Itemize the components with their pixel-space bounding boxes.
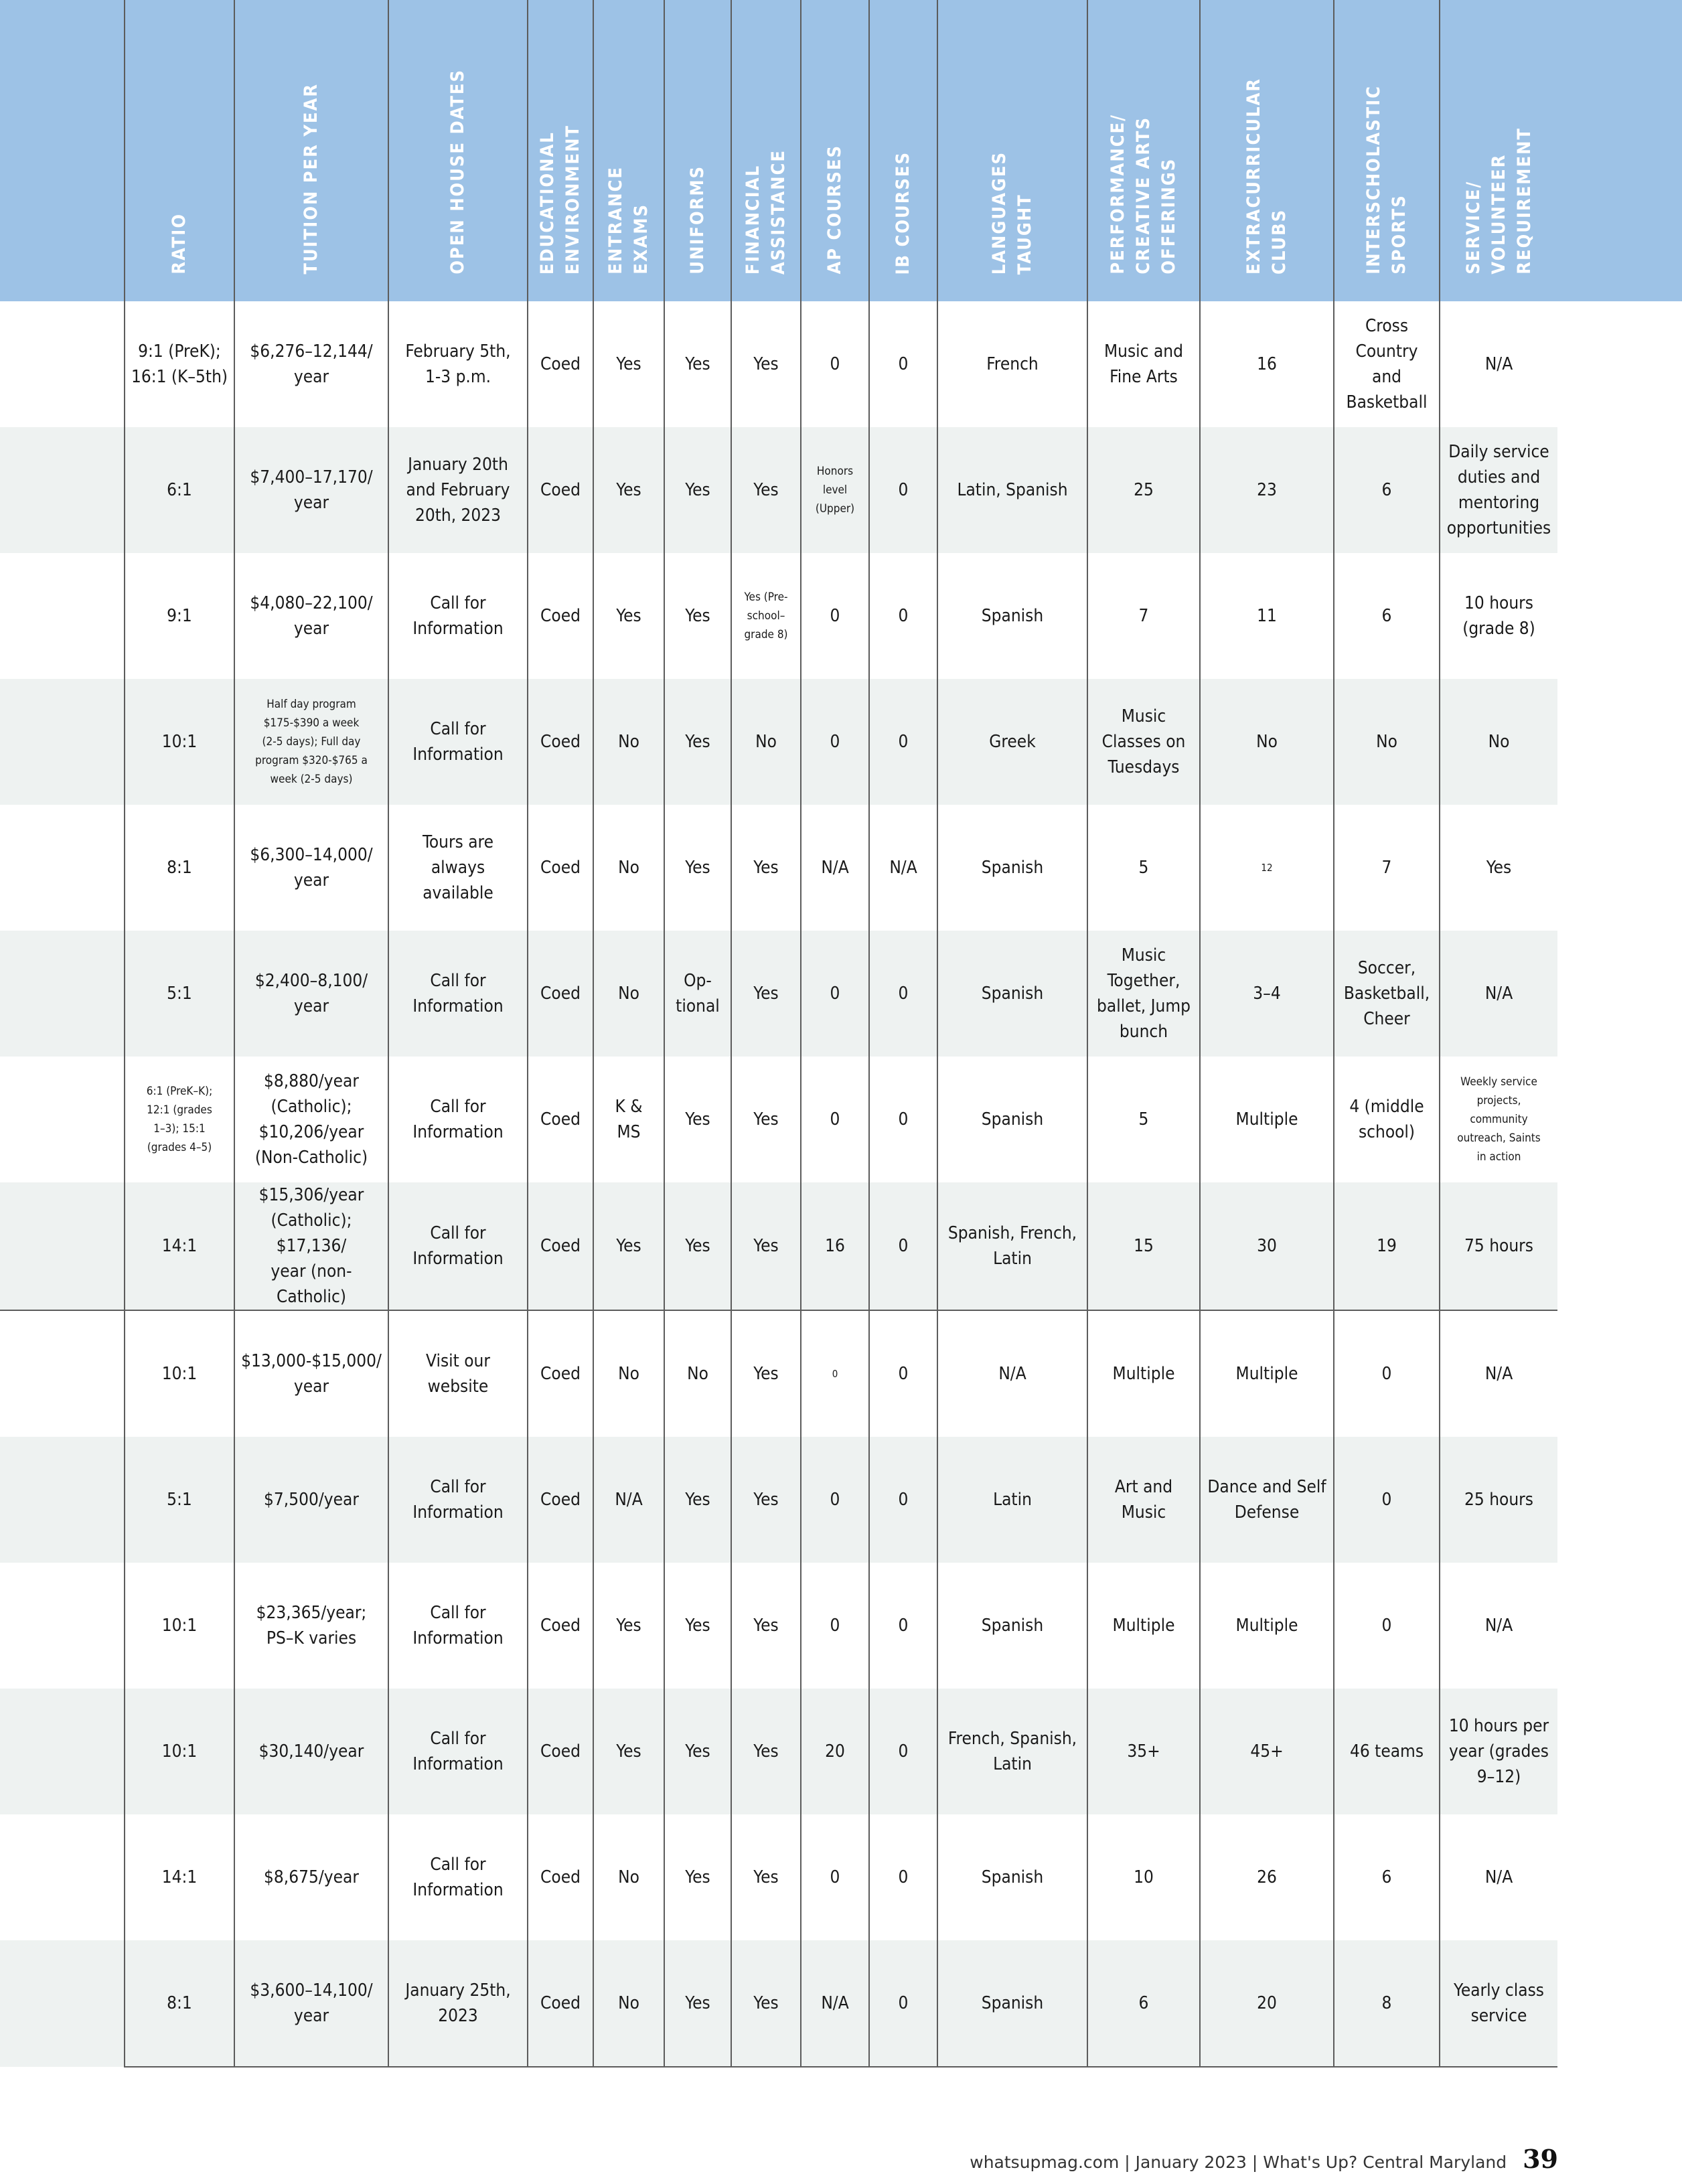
table-cell: Yes [731,1437,801,1563]
table-cell: 14:1 [125,1814,234,1940]
table-cell: Yes [664,1437,731,1563]
table-cell: 45+ [1200,1689,1334,1814]
table-cell: 10:1 [125,1563,234,1689]
school-name-cell [0,1057,125,1182]
table-cell: $7,400–17,170/ year [234,427,388,553]
table-cell: 19 [1334,1182,1440,1310]
table-cell: N/A [869,805,937,931]
table-cell: Yes [664,1182,731,1310]
column-header [1334,0,1440,301]
table-cell: Music Classes on Tuesdays [1087,679,1200,805]
table-cell: No [593,1814,664,1940]
table-cell: Yes [593,1563,664,1689]
column-header [234,0,388,301]
table-cell: Call for Information [388,1182,528,1310]
table-cell: Coed [528,1310,593,1437]
table-cell: 30 [1200,1182,1334,1310]
table-cell: Multiple [1200,1057,1334,1182]
table-row [0,1182,1557,1310]
table-cell: Yes [593,553,664,679]
table-cell: Yes [731,1563,801,1689]
school-name-cell [0,427,125,553]
table-cell: Multiple [1087,1563,1200,1689]
table-cell: 25 hours [1440,1437,1557,1563]
table-cell: Honors level (Upper) [801,427,869,553]
table-cell: Call for Information [388,931,528,1057]
table-row [0,1310,1557,1437]
table-cell: Soccer, Basketball, Cheer [1334,931,1440,1057]
table-cell: 0 [869,1437,937,1563]
table-cell: $3,600–14,100/ year [234,1940,388,2067]
table-cell: 4 (middle school) [1334,1057,1440,1182]
table-cell: 35+ [1087,1689,1200,1814]
table-cell: Coed [528,805,593,931]
table-cell: Cross Country and Basketball [1334,301,1440,427]
table-cell: $8,675/year [234,1814,388,1940]
table-cell: Spanish [937,1057,1087,1182]
table-cell: Yes [664,1940,731,2067]
table-row [0,1689,1557,1814]
column-header [388,0,528,301]
column-header-label: PERFORMANCE/ CREATIVE ARTS OFFERINGS [1107,114,1179,275]
table-cell: Yes [593,427,664,553]
table-cell: 16 [1200,301,1334,427]
column-header [1440,0,1557,301]
table-cell: No [664,1310,731,1437]
column-header-label: RATIO [169,213,189,275]
table-cell: Multiple [1200,1310,1334,1437]
table-cell: $7,500/year [234,1437,388,1563]
table-cell: Multiple [1087,1310,1200,1437]
column-header [125,0,234,301]
table-cell: 5 [1087,805,1200,931]
table-cell: 0 [1334,1437,1440,1563]
table-cell: 8 [1334,1940,1440,2067]
table-cell: Yes [664,553,731,679]
table-cell: Spanish [937,1563,1087,1689]
table-cell: 3–4 [1200,931,1334,1057]
table-cell: Call for Information [388,1057,528,1182]
school-name-cell [0,1689,125,1814]
table-cell: 5:1 [125,1437,234,1563]
table-cell: 6:1 (PreK–K); 12:1 (grades 1–3); 15:1 (grades 4–5) [125,1057,234,1182]
table-body [0,301,1557,2067]
table-cell: 0 [869,301,937,427]
table-cell: 0 [869,1182,937,1310]
table-cell: $2,400–8,100/ year [234,931,388,1057]
table-cell: 10:1 [125,1310,234,1437]
table-cell: Yes [731,1940,801,2067]
table-cell: No [1200,679,1334,805]
school-name-cell [0,553,125,679]
column-header-label: EDUCATIONAL ENVIRONMENT [537,124,583,275]
table-cell: Yes [593,301,664,427]
column-header-label: IB COURSES [893,151,913,275]
column-header [593,0,664,301]
table-cell: Spanish [937,1814,1087,1940]
table-cell: 8:1 [125,1940,234,2067]
school-name-cell [0,805,125,931]
table-cell: 20 [1200,1940,1334,2067]
table-cell: 0 [869,1689,937,1814]
table-cell: Weekly service projects, community outreach, Saints in action [1440,1057,1557,1182]
table-cell: Coed [528,1940,593,2067]
table-cell: Music Together, ballet, Jump bunch [1087,931,1200,1057]
column-header [869,0,937,301]
table-cell: Call for Information [388,1437,528,1563]
table-cell: 10:1 [125,679,234,805]
table-cell: 11 [1200,553,1334,679]
table-cell: 0 [869,1057,937,1182]
table-cell: 0 [801,1310,869,1437]
school-name-cell [0,1310,125,1437]
table-cell: Yes [664,301,731,427]
table-cell: Call for Information [388,679,528,805]
table-cell: 0 [801,553,869,679]
table-cell: 0 [801,1563,869,1689]
table-row [0,1940,1557,2067]
page-number: 39 [1523,2144,1558,2174]
table-cell: No [593,1310,664,1437]
column-header [1087,0,1200,301]
table-cell: Spanish [937,1940,1087,2067]
table-cell: 0 [869,1563,937,1689]
header-cell-school [0,0,125,301]
table-cell: Yes [593,1182,664,1310]
table-cell: Yes [664,1689,731,1814]
school-name-cell [0,1563,125,1689]
table-cell: Yes [664,1563,731,1689]
table-cell: Visit our website [388,1310,528,1437]
table-cell: Yes [731,1689,801,1814]
table-cell: Latin [937,1437,1087,1563]
column-header-label: ENTRANCE EXAMS [605,166,652,275]
table-cell: 0 [801,931,869,1057]
table-cell: 6 [1087,1940,1200,2067]
table-cell: Daily service duties and mentoring opportunities [1440,427,1557,553]
table-cell: Yes (Pre- school– grade 8) [731,553,801,679]
column-header-label: LANGUAGES TAUGHT [989,151,1035,275]
table-cell: Call for Information [388,553,528,679]
table-cell: 6 [1334,427,1440,553]
table-cell: 0 [1334,1563,1440,1689]
school-name-cell [0,1437,125,1563]
table-cell: Art and Music [1087,1437,1200,1563]
table-cell: $4,080–22,100/ year [234,553,388,679]
table-cell: No [1440,679,1557,805]
table-cell: 0 [869,931,937,1057]
table-cell: Yes [731,1310,801,1437]
table-cell: 0 [869,427,937,553]
table-cell: 9:1 (PreK); 16:1 (K–5th) [125,301,234,427]
table-row [0,1437,1557,1563]
table-cell: 9:1 [125,553,234,679]
table-cell: 0 [869,553,937,679]
table-cell: Yes [731,931,801,1057]
table-cell: Coed [528,301,593,427]
column-header-label: FINANCIAL ASSISTANCE [743,149,789,275]
footer-text: whatsupmag.com | January 2023 | What's Up? Central Maryland [970,2153,1507,2172]
column-header-label: SERVICE/ VOLUNTEER REQUIREMENT [1462,127,1535,275]
column-header-label: EXTRACURRICULAR CLUBS [1243,78,1290,275]
table-row [0,427,1557,553]
table-cell: Coed [528,1437,593,1563]
table-row [0,1563,1557,1689]
table-cell: No [593,931,664,1057]
table-cell: No [593,805,664,931]
table-cell: Yes [664,427,731,553]
table-cell: 12 [1200,805,1334,931]
table-cell: $6,276–12,144/ year [234,301,388,427]
table-row [0,805,1557,931]
header-row [0,0,1557,301]
table-cell: Half day program $175-$390 a week (2-5 days); Full day program $320-$765 a week (2-5 days) [234,679,388,805]
column-header [937,0,1087,301]
table-cell: 0 [801,1814,869,1940]
table-row [0,931,1557,1057]
table-cell: February 5th, 1-3 p.m. [388,301,528,427]
table-cell: Coed [528,427,593,553]
table-cell: Spanish [937,805,1087,931]
table-cell: Music and Fine Arts [1087,301,1200,427]
table-cell: Yes [664,1057,731,1182]
table-cell: 0 [801,1057,869,1182]
table-cell: Multiple [1200,1563,1334,1689]
column-header-label: UNIFORMS [687,165,708,275]
school-name-cell [0,1814,125,1940]
table-cell: N/A [1440,1563,1557,1689]
table-cell: Coed [528,553,593,679]
table-cell: Yes [664,679,731,805]
column-header-label: AP COURSES [824,145,845,275]
table-cell: Coed [528,1057,593,1182]
table-cell: 75 hours [1440,1182,1557,1310]
table-cell: Yes [664,805,731,931]
table-cell: Call for Information [388,1563,528,1689]
table-cell: N/A [937,1310,1087,1437]
table-cell: French [937,301,1087,427]
column-header [801,0,869,301]
school-name-cell [0,931,125,1057]
table-cell: Spanish, French, Latin [937,1182,1087,1310]
table-cell: 25 [1087,427,1200,553]
table-cell: $30,140/year [234,1689,388,1814]
table-cell: 6:1 [125,427,234,553]
table-cell: 26 [1200,1814,1334,1940]
table-cell: January 20th and February 20th, 2023 [388,427,528,553]
table-cell: Call for Information [388,1814,528,1940]
table-cell: Yes [731,301,801,427]
table-cell: 8:1 [125,805,234,931]
table-cell: Spanish [937,553,1087,679]
table-cell: N/A [801,1940,869,2067]
table-cell: 15 [1087,1182,1200,1310]
table-cell: Dance and Self Defense [1200,1437,1334,1563]
column-header [528,0,593,301]
table-cell: 10:1 [125,1689,234,1814]
table-cell: 7 [1087,553,1200,679]
table-cell: Coed [528,1563,593,1689]
table-cell: N/A [1440,1814,1557,1940]
table-cell: 46 teams [1334,1689,1440,1814]
school-name-cell [0,1182,125,1310]
table-cell: 0 [869,1940,937,2067]
table-cell: No [731,679,801,805]
table-cell: 5 [1087,1057,1200,1182]
table-cell: No [593,679,664,805]
column-header-label: OPEN HOUSE DATES [447,69,468,275]
table-cell: 10 hours per year (grades 9–12) [1440,1689,1557,1814]
table-cell: Op- tional [664,931,731,1057]
table-cell: Call for Information [388,1689,528,1814]
table-cell: Yes [1440,805,1557,931]
table-cell: Spanish [937,931,1087,1057]
table-cell: $13,000-$15,000/ year [234,1310,388,1437]
table-cell: Yes [731,1182,801,1310]
table-cell: 23 [1200,427,1334,553]
table-cell: N/A [1440,301,1557,427]
table-cell: 0 [801,1437,869,1563]
table-cell: 14:1 [125,1182,234,1310]
table-cell: 7 [1334,805,1440,931]
table-row [0,301,1557,427]
table-cell: 10 hours (grade 8) [1440,553,1557,679]
table-cell: 6 [1334,553,1440,679]
table-cell: $8,880/year (Catholic); $10,206/year (Non-Catholic) [234,1057,388,1182]
table-cell: Coed [528,1182,593,1310]
table-cell: Greek [937,679,1087,805]
table-cell: January 25th, 2023 [388,1940,528,2067]
table-cell: N/A [801,805,869,931]
table-cell: Tours are always available [388,805,528,931]
table-cell: 10 [1087,1814,1200,1940]
school-name-cell [0,301,125,427]
table-cell: N/A [1440,1310,1557,1437]
column-header-label: TUITION PER YEAR [301,83,321,275]
table-cell: Coed [528,931,593,1057]
table-cell: Coed [528,1689,593,1814]
table-cell: N/A [1440,931,1557,1057]
table-cell: 0 [869,1814,937,1940]
table-cell: Yes [731,427,801,553]
table-cell: Coed [528,679,593,805]
column-header [731,0,801,301]
table-row [0,1814,1557,1940]
column-header [1200,0,1334,301]
column-header [664,0,731,301]
table-cell: $6,300–14,000/ year [234,805,388,931]
table-cell: Yes [731,805,801,931]
table-cell: Yes [731,1814,801,1940]
table-cell: $15,306/year (Catholic); $17,136/ year (non- Catholic) [234,1182,388,1310]
table-row [0,553,1557,679]
table-cell: No [593,1940,664,2067]
table-cell: Yearly class service [1440,1940,1557,2067]
table-cell: No [1334,679,1440,805]
table-cell: $23,365/year; PS–K varies [234,1563,388,1689]
table-cell: 0 [1334,1310,1440,1437]
table-cell: 6 [1334,1814,1440,1940]
table-row [0,1057,1557,1182]
column-header-label: INTERSCHOLASTIC SPORTS [1363,85,1409,275]
school-name-cell [0,679,125,805]
table-cell: 5:1 [125,931,234,1057]
table-cell: 0 [801,301,869,427]
table-row [0,679,1557,805]
table-cell: Yes [731,1057,801,1182]
table-cell: 0 [869,1310,937,1437]
table-cell: French, Spanish, Latin [937,1689,1087,1814]
table-cell: K & MS [593,1057,664,1182]
table-cell: Latin, Spanish [937,427,1087,553]
table-cell: 0 [801,679,869,805]
table-cell: Yes [593,1689,664,1814]
table-cell: N/A [593,1437,664,1563]
table-cell: 20 [801,1689,869,1814]
school-name-cell [0,1940,125,2067]
page-footer [970,2144,1558,2174]
table-cell: 0 [869,679,937,805]
table-cell: Coed [528,1814,593,1940]
table-cell: Yes [664,1814,731,1940]
table-cell: 16 [801,1182,869,1310]
